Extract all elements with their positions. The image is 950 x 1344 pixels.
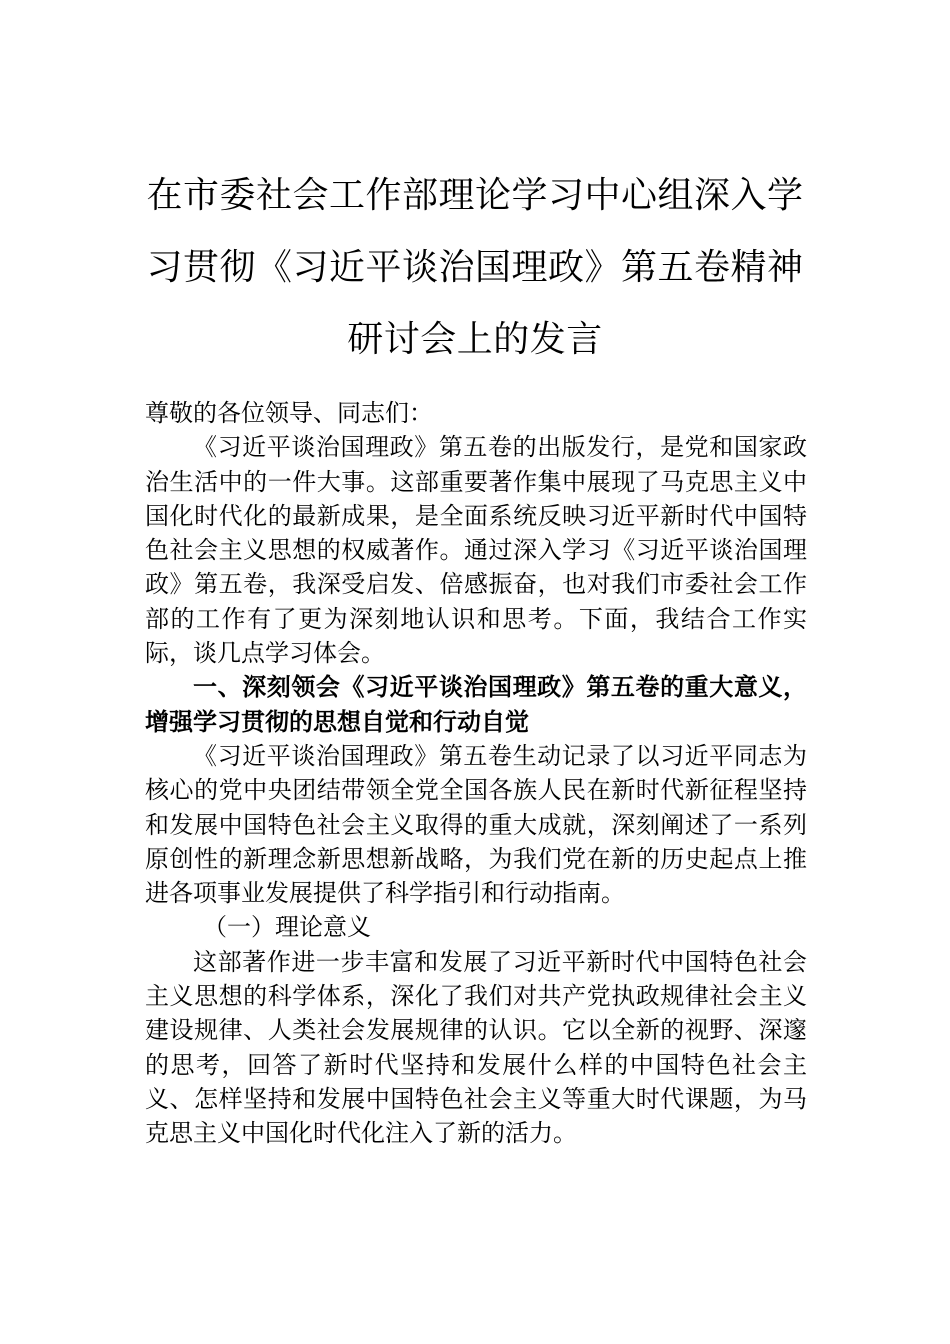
subsection-heading-1: （一）理论意义 (203, 913, 371, 942)
document-body (145, 396, 807, 1151)
section-paragraph-1: 《习近平谈治国理政》第五卷生动记录了以习近平同志为核心的党中央团结带领全党全国各族人民在新时代新征程坚持和发展中国特色社会主义取得的重大成就，深刻阐述了一系列原创性的新理念新思想新战略，为我们党在新的历史起点上推进各项事业发展提供了科学指引和行动指南。 (145, 741, 807, 908)
document-title: 在市委社会工作部理论学习中心组深入学习贯彻《习近平谈治国理政》第五卷精神研讨会上的发言 (146, 175, 804, 360)
subsection-paragraph-1: 这部著作进一步丰富和发展了习近平新时代中国特色社会主义思想的科学体系，深化了我们对共产党执政规律社会主义建设规律、人类社会发展规律的认识。它以全新的视野、深邃的思考，回答了新时代坚持和发展什么样的中国特色社会主义、怎样坚持和发展中国特色社会主义等重大时代课题，为马克思主义中国化时代化注入了新的活力。 (145, 947, 807, 1148)
salutation: 尊敬的各位领导、同志们： (145, 399, 433, 427)
section-heading-1: 一、深刻领会《习近平谈治国理政》第五卷的重大意义，增强学习贯彻的思想自觉和行动自觉 (145, 673, 807, 736)
intro-paragraph: 《习近平谈治国理政》第五卷的出版发行，是党和国家政治生活中的一件大事。这部重要著作集中展现了马克思主义中国化时代化的最新成果，是全面系统反映习近平新时代中国特色社会主义思想的权威著作。通过深入学习《习近平谈治国理政》第五卷，我深受启发、倍感振奋，也对我们市委社会工作部的工作有了更为深刻地认识和思考。下面，我结合工作实际，谈几点学习体会。 (145, 433, 807, 668)
